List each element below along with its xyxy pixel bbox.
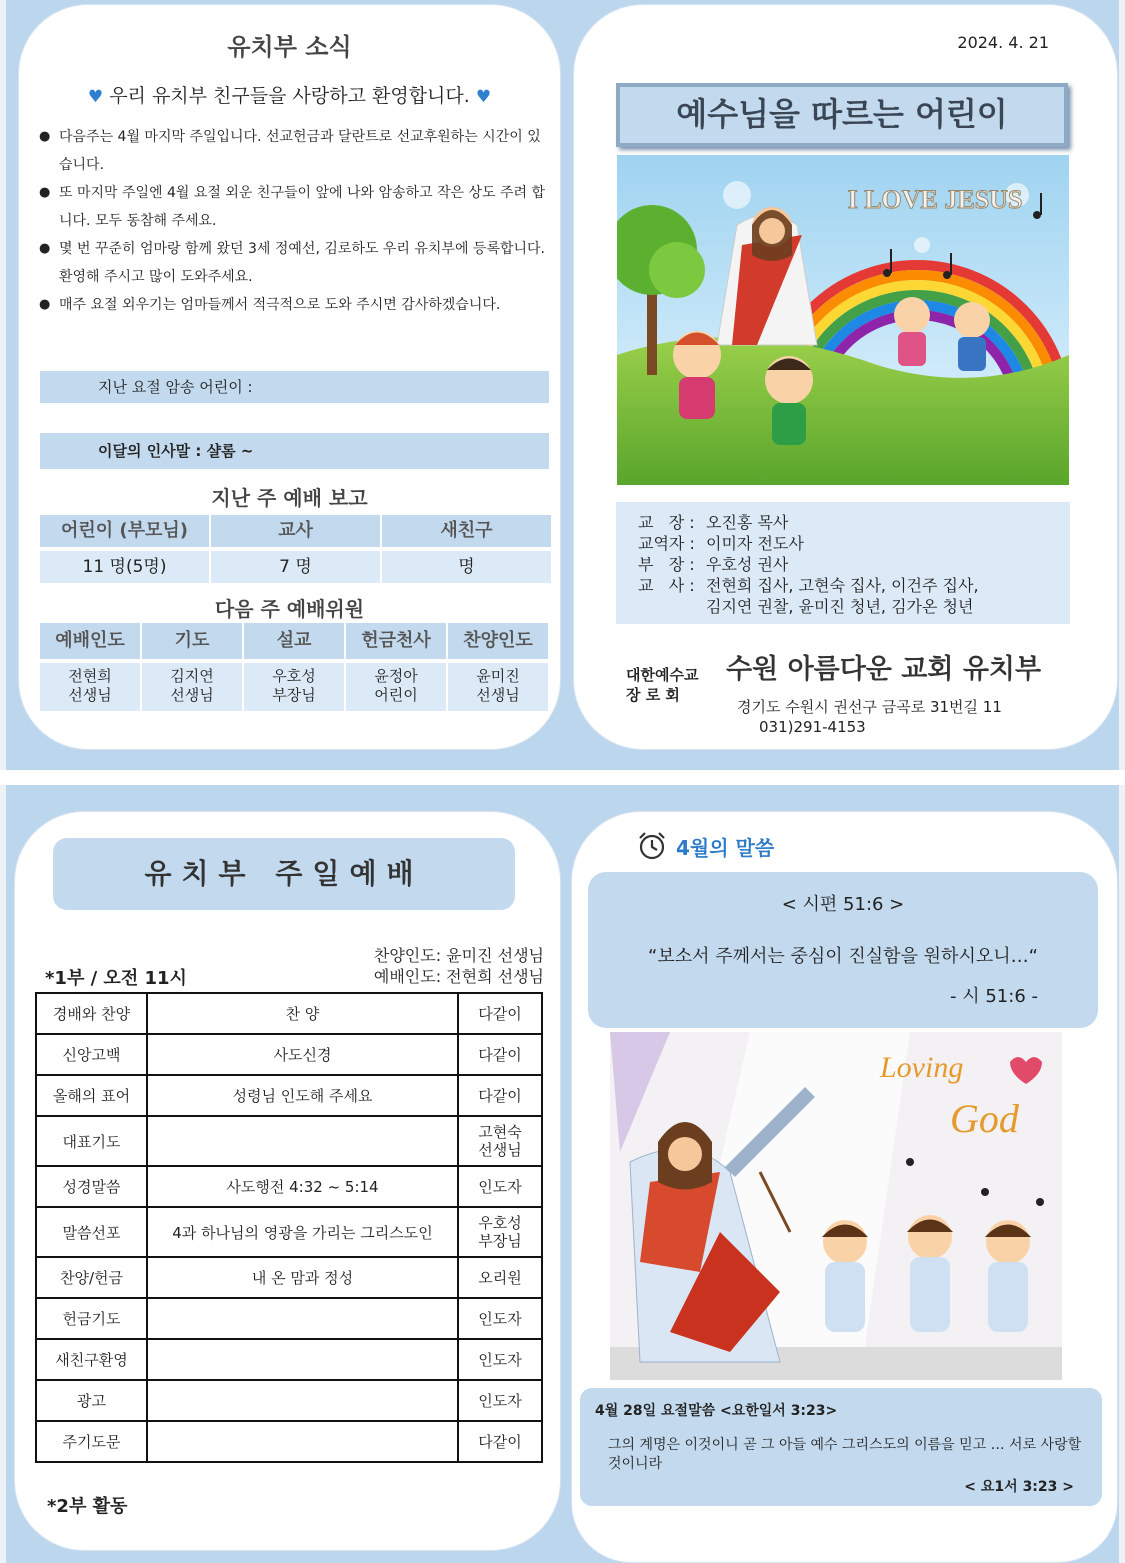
order-row <box>36 1116 542 1166</box>
verse-reference: < 시편 51:6 > <box>781 894 905 915</box>
welcome-text: 우리 유치부 친구들을 사랑하고 환영합니다. <box>109 85 470 107</box>
staff-directory-row: 교역자 : 이미자 전도사 <box>638 534 804 553</box>
part2-label: *2부 활동 <box>47 1496 128 1517</box>
order-item-content: 성령님 인도해 주세요 <box>147 1075 458 1116</box>
staff-directory-row: 김지연 권찰, 윤미진 청년, 김가온 청년 <box>706 597 974 616</box>
verse-box <box>588 872 1098 1028</box>
service-title: 유치부 주일예배 <box>53 838 515 910</box>
service-part-label: *1부 / 오전 11시 <box>45 968 187 989</box>
news-title: 유치부 소식 <box>227 33 352 61</box>
order-item-name: 광고 <box>36 1380 147 1421</box>
news-item: ● 또 마지막 주일엔 4월 요절 외운 친구들이 앞에 나와 암송하고 작은 상도 주려 합니다. 모두 동참해 주세요. <box>39 179 549 235</box>
church-address: 경기도 수원시 권선구 금곡로 31번길 11 031)291-4153 <box>737 698 1002 736</box>
order-item-name: 주기도문 <box>36 1421 147 1462</box>
staff-header: 기도 <box>142 623 242 659</box>
order-item-name: 헌금기도 <box>36 1298 147 1339</box>
order-item-name: 올해의 표어 <box>36 1075 147 1116</box>
bullet-icon: ● <box>39 129 51 144</box>
news-item: ● 다음주는 4월 마지막 주일입니다. 선교헌금과 달란트로 선교후원하는 시간이 있습니다. <box>39 123 549 179</box>
staff-directory-row: 부 장 : 우호성 권사 <box>638 555 789 574</box>
order-item-content: 4과 하나님의 영광을 가리는 그리스도인 <box>147 1207 458 1257</box>
order-item-name: 새친구환영 <box>36 1339 147 1380</box>
order-item-name: 성경말씀 <box>36 1166 147 1207</box>
staff-directory-row: 교 사 : 전현희 집사, 고현숙 집사, 이건주 집사, <box>638 576 979 595</box>
bulletin-date: 2024. 4. 21 <box>957 33 1049 52</box>
cover-panel <box>573 4 1118 750</box>
news-item: ● 매주 요절 외우기는 엄마들께서 적극적으로 도와 주시면 감사하겠습니다. <box>39 291 549 319</box>
order-row <box>36 1380 542 1421</box>
staff-table <box>40 623 549 711</box>
order-item-content: 내 온 맘과 정성 <box>147 1257 458 1298</box>
memory-verse-box <box>580 1388 1102 1506</box>
theme-title: 예수님을 따르는 어린이 <box>616 83 1068 147</box>
order-item-leader: 고현숙 선생님 <box>458 1116 542 1166</box>
news-list <box>39 123 549 319</box>
order-row <box>36 993 542 1034</box>
month-word-heading <box>636 830 774 862</box>
order-row <box>36 1257 542 1298</box>
church-name: 수원 아름다운 교회 유치부 <box>726 654 1042 685</box>
order-item-name: 경배와 찬양 <box>36 993 147 1034</box>
report-value: 7 명 <box>211 551 380 583</box>
heart-icon: ♥ <box>87 87 104 107</box>
staff-directory <box>616 502 1070 624</box>
staff-directory-row: 교 장 : 오진홍 목사 <box>638 513 789 532</box>
denomination: 대한예수교 장 로 회 <box>626 666 699 704</box>
order-item-leader: 우호성 부장님 <box>458 1207 542 1257</box>
order-item-content: 사도신경 <box>147 1034 458 1075</box>
staff-cell: 김지연 선생님 <box>142 663 242 711</box>
staff-cell: 윤정아 어린이 <box>346 663 446 711</box>
cover-image-caption: I LOVE JESUS <box>847 185 1023 214</box>
next-week-staff-title: 다음 주 예배위원 <box>214 597 365 621</box>
order-item-leader: 다같이 <box>458 993 542 1034</box>
order-row <box>36 1339 542 1380</box>
month-word-label: 4월의 말씀 <box>676 835 775 860</box>
memorize-children-bar: 지난 요절 암송 어린이 : <box>40 371 549 403</box>
report-value: 명 <box>382 551 551 583</box>
order-item-name: 찬양/헌금 <box>36 1257 147 1298</box>
worship-report-title: 지난 주 예배 보고 <box>211 486 368 510</box>
memory-verse-text: 그의 계명은 이것이니 곧 그 아들 예수 그리스도의 이름을 믿고 … 서로 사랑할 것이니라 <box>608 1437 1082 1472</box>
worship-report-table <box>40 515 549 583</box>
report-header: 어린이 (부모님) <box>40 515 209 547</box>
order-item-leader: 인도자 <box>458 1298 542 1339</box>
bulletin-page-inside <box>6 785 1119 1563</box>
report-header: 교사 <box>211 515 380 547</box>
bullet-icon: ● <box>39 241 51 256</box>
bullet-icon: ● <box>39 297 51 312</box>
word-panel <box>571 811 1118 1563</box>
order-item-name: 신앙고백 <box>36 1034 147 1075</box>
memory-verse-reference: < 요1서 3:23 > <box>964 1479 1074 1495</box>
alarm-clock-icon <box>636 830 668 862</box>
choir-image-caption-2: God <box>950 1096 1019 1141</box>
news-panel <box>18 4 561 750</box>
jesus-with-children-image <box>617 155 1069 485</box>
order-item-content <box>147 1421 458 1462</box>
staff-header: 설교 <box>244 623 344 659</box>
cover-illustration <box>617 155 1069 485</box>
service-leaders: 찬양인도: 윤미진 선생님 예배인도: 전현희 선생님 <box>373 946 544 986</box>
page-divider <box>0 770 1125 785</box>
news-item: ● 몇 번 꾸준히 엄마랑 함께 왔던 3세 정예선, 김로하도 우리 유치부에 등록합니다. 환영해 주시고 많이 도와주세요. <box>39 235 549 291</box>
staff-header: 헌금천사 <box>346 623 446 659</box>
staff-header: 찬양인도 <box>448 623 548 659</box>
order-row <box>36 1298 542 1339</box>
order-item-content <box>147 1116 458 1166</box>
staff-cell: 윤미진 선생님 <box>448 663 548 711</box>
order-item-leader: 인도자 <box>458 1339 542 1380</box>
order-item-name: 말씀선포 <box>36 1207 147 1257</box>
order-row <box>36 1034 542 1075</box>
order-item-content: 사도행전 4:32 ~ 5:14 <box>147 1166 458 1207</box>
jesus-conducting-children-image <box>610 1032 1062 1380</box>
order-row <box>36 1207 542 1257</box>
welcome-line <box>19 81 560 108</box>
order-item-leader: 다같이 <box>458 1421 542 1462</box>
church-phone: 031)291-4153 <box>759 718 866 736</box>
staff-header: 예배인도 <box>40 623 140 659</box>
order-item-content <box>147 1339 458 1380</box>
staff-cell: 우호성 부장님 <box>244 663 344 711</box>
heart-icon: ♥ <box>475 87 492 107</box>
order-row <box>36 1075 542 1116</box>
staff-cell: 전현희 선생님 <box>40 663 140 711</box>
bullet-icon: ● <box>39 185 51 200</box>
service-order-panel <box>14 811 561 1551</box>
order-item-leader: 인도자 <box>458 1166 542 1207</box>
bulletin-page-outside <box>6 0 1119 770</box>
monthly-greeting-bar: 이달의 인사말 : 샬롬 ~ <box>40 433 549 469</box>
order-of-service-table <box>35 992 543 1463</box>
choir-illustration <box>610 1032 1062 1380</box>
order-item-content <box>147 1380 458 1421</box>
order-item-leader: 인도자 <box>458 1380 542 1421</box>
order-row <box>36 1166 542 1207</box>
order-item-leader: 다같이 <box>458 1075 542 1116</box>
report-header: 새친구 <box>382 515 551 547</box>
report-value: 11 명(5명) <box>40 551 209 583</box>
order-item-name: 대표기도 <box>36 1116 147 1166</box>
order-item-content: 찬 양 <box>147 993 458 1034</box>
order-row <box>36 1421 542 1462</box>
verse-quote: “보소서 주께서는 중심이 진실함을 원하시오니…“ <box>648 946 1038 967</box>
order-item-leader: 다같이 <box>458 1034 542 1075</box>
memory-verse-heading: 4월 28일 요절말씀 <요한일서 3:23> <box>595 1403 838 1419</box>
choir-image-caption-1: Loving <box>880 1051 964 1084</box>
verse-source: - 시 51:6 - <box>950 986 1038 1007</box>
order-item-leader: 오리원 <box>458 1257 542 1298</box>
order-item-content <box>147 1298 458 1339</box>
